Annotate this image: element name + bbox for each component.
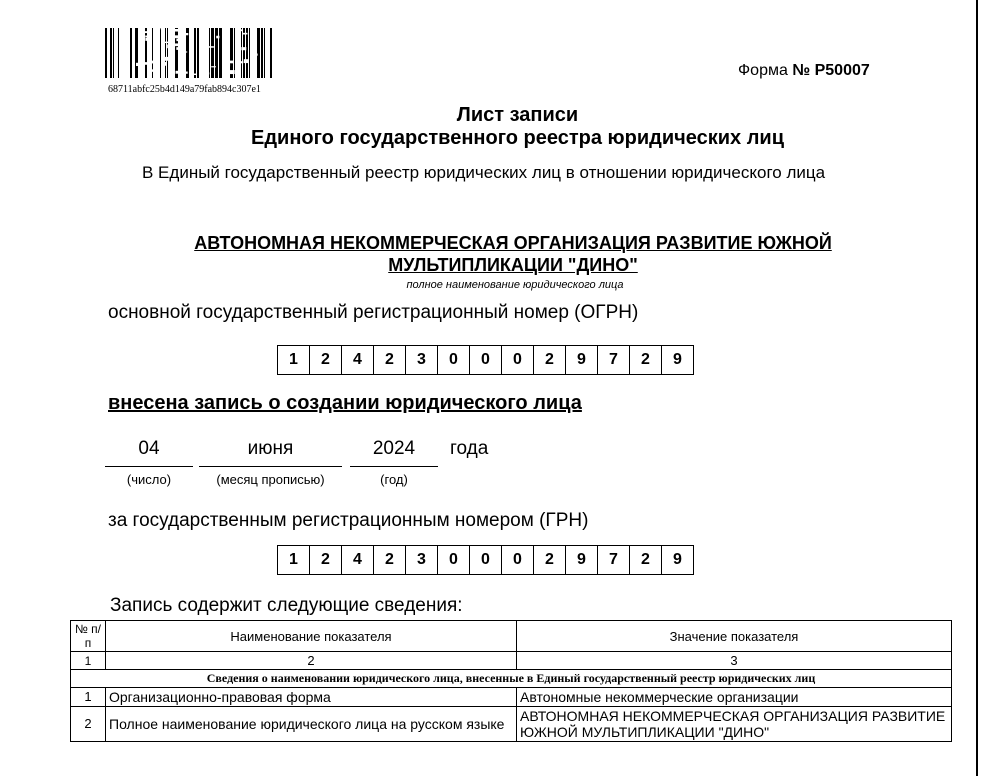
form-prefix: Форма [738, 62, 788, 79]
document-subtitle: Единого государственного реестра юридических лиц [250, 127, 785, 149]
digit-cell: 0 [502, 545, 534, 575]
intro-text: В Единый государственный реестр юридических лиц в отношении юридического лица [142, 163, 826, 182]
row-number: 2 [71, 707, 106, 742]
date-year-caption: (год) [380, 472, 408, 487]
digit-cell: 0 [438, 545, 470, 575]
digit-cell: 4 [342, 545, 374, 575]
row-value: Автономные некоммерческие организации [517, 688, 952, 707]
date-month-line [199, 466, 342, 467]
table-row [71, 688, 952, 707]
column-number-2: 2 [106, 652, 517, 670]
table-column-numbers-row [71, 652, 952, 670]
column-number-1: 1 [71, 652, 106, 670]
date-month: июня [247, 438, 294, 459]
form-number-value: № Р50007 [792, 62, 870, 79]
organization-full-name: АВТОНОМНАЯ НЕКОММЕРЧЕСКАЯ ОРГАНИЗАЦИЯ РАЗВИТИЕ ЮЖНОЙ МУЛЬТИПЛИКАЦИИ "ДИНО" [194, 233, 832, 275]
digit-cell: 4 [342, 345, 374, 375]
digit-cell: 2 [534, 545, 566, 575]
digit-cell: 2 [374, 545, 406, 575]
section-title-row [71, 670, 952, 688]
digit-cell: 2 [374, 345, 406, 375]
digit-cell: 9 [566, 545, 598, 575]
column-header-name: Наименование показателя [106, 621, 517, 652]
digit-cell: 9 [662, 545, 694, 575]
digit-cell: 9 [566, 345, 598, 375]
date-year: 2024 [372, 438, 416, 459]
ogrn-digits [277, 345, 694, 375]
digit-cell: 0 [470, 345, 502, 375]
entry-label: внесена запись о создании юридического лица [108, 392, 582, 414]
digit-cell: 0 [438, 345, 470, 375]
date-day: 04 [138, 438, 160, 459]
digit-cell: 2 [630, 345, 662, 375]
column-header-number: № п/п [71, 621, 106, 652]
digit-cell: 9 [662, 345, 694, 375]
barcode-code: 68711abfc25b4d149a79fab894c307e1 [108, 84, 261, 95]
digit-cell: 3 [406, 545, 438, 575]
digit-cell: 7 [598, 545, 630, 575]
barcode-image [105, 28, 278, 78]
section-title: Сведения о наименовании юридического лица, внесенные в Единый государственный реестр юридических лиц [71, 670, 952, 688]
row-name: Организационно-правовая форма [106, 688, 517, 707]
contents-label: Запись содержит следующие сведения: [110, 595, 463, 616]
records-table [70, 620, 952, 742]
date-month-caption: (месяц прописью) [216, 472, 325, 487]
document-title: Лист записи [456, 104, 579, 126]
digit-cell: 2 [310, 345, 342, 375]
organization-name-caption: полное наименование юридического лица [406, 279, 624, 291]
column-header-value: Значение показателя [517, 621, 952, 652]
table-header-row [71, 621, 952, 652]
form-number [738, 62, 870, 80]
digit-cell: 0 [502, 345, 534, 375]
digit-cell: 2 [310, 545, 342, 575]
date-day-line [105, 466, 193, 467]
digit-cell: 3 [406, 345, 438, 375]
column-number-3: 3 [517, 652, 952, 670]
date-day-caption: (число) [126, 472, 172, 487]
date-suffix: года [450, 438, 489, 459]
row-name: Полное наименование юридического лица на русском языке [106, 707, 517, 742]
date-year-line [350, 466, 438, 467]
digit-cell: 1 [278, 345, 310, 375]
grn-digits [277, 545, 694, 575]
digit-cell: 1 [278, 545, 310, 575]
digit-cell: 0 [470, 545, 502, 575]
digit-cell: 2 [534, 345, 566, 375]
digit-cell: 7 [598, 345, 630, 375]
grn-label: за государственным регистрационным номером (ГРН) [108, 510, 589, 531]
row-number: 1 [71, 688, 106, 707]
table-row [71, 707, 952, 742]
digit-cell: 2 [630, 545, 662, 575]
ogrn-label: основной государственный регистрационный номер (ОГРН) [108, 302, 639, 323]
row-value: АВТОНОМНАЯ НЕКОММЕРЧЕСКАЯ ОРГАНИЗАЦИЯ РАЗВИТИЕ ЮЖНОЙ МУЛЬТИПЛИКАЦИИ "ДИНО" [517, 707, 952, 742]
